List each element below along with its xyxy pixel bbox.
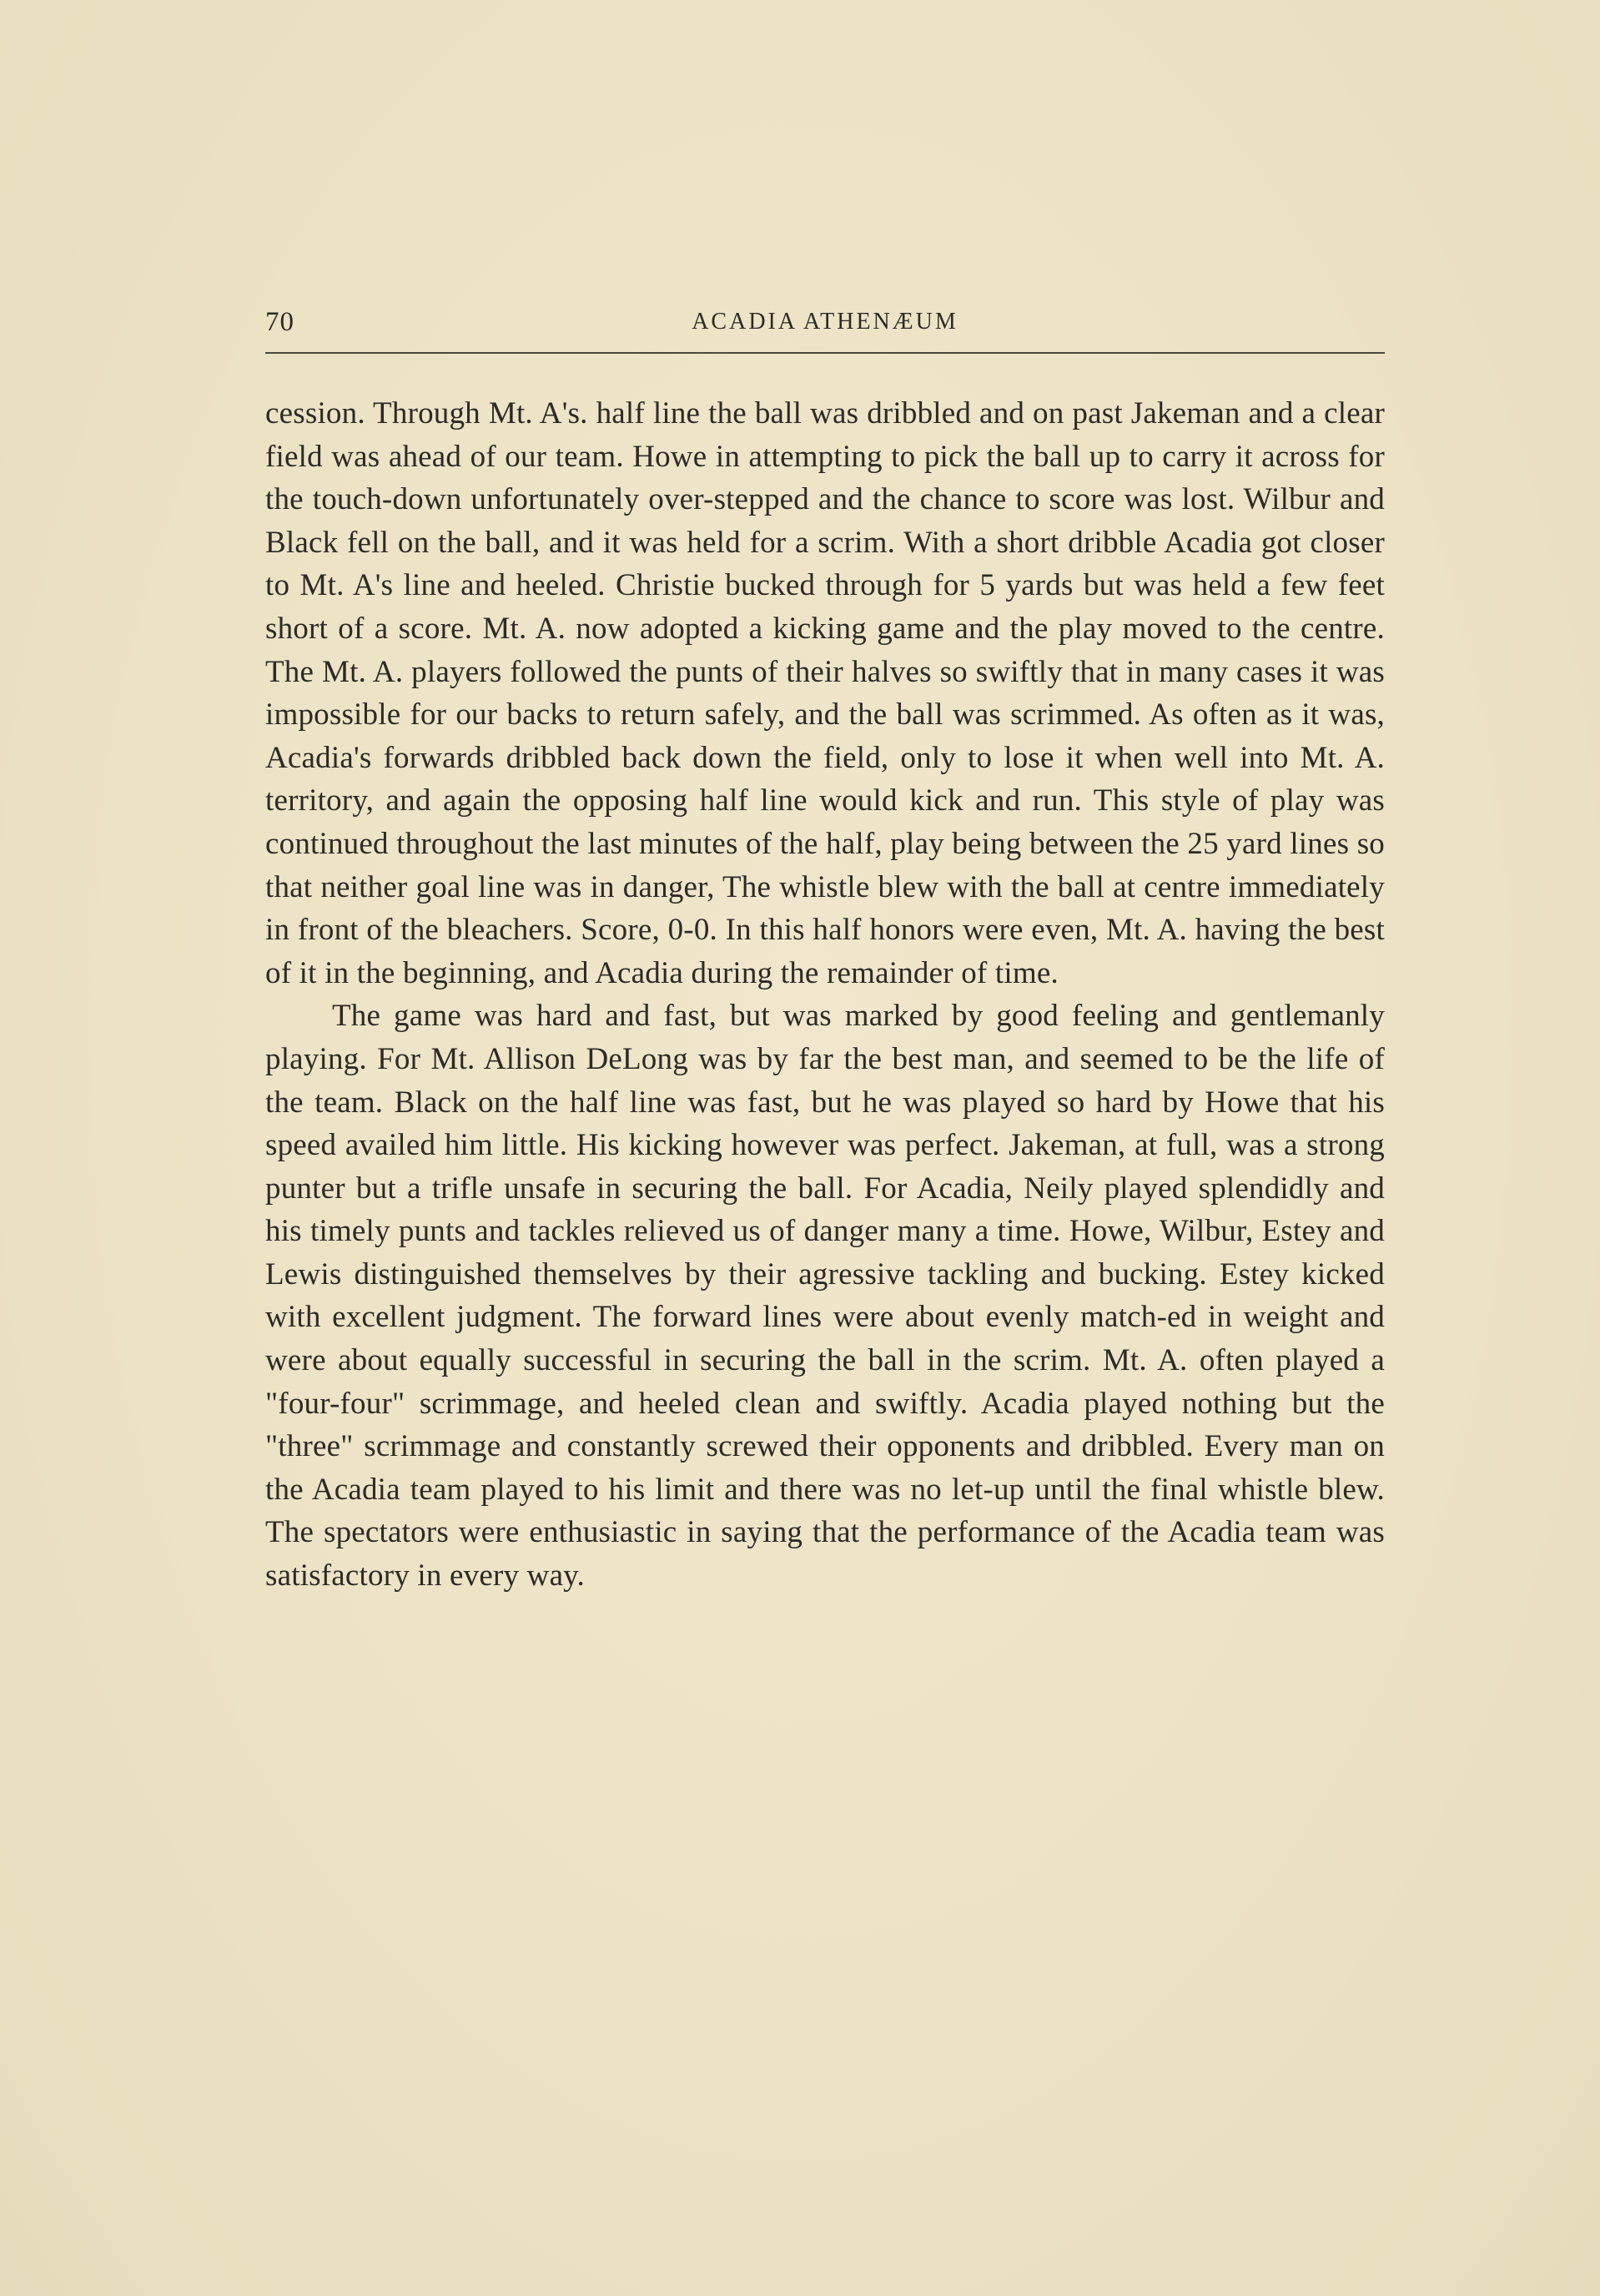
paragraph-game-summary: The game was hard and fast, but was marked by good feeling and gentlemanly playing. For Mt. Allison DeLong was by far the best man, and seemed to be the life of the team. Black on the half line was fast, but he was played so hard by Howe that his speed availed him little. His kicking however was perfect. Jakeman, at full, was a strong punter but a trifle unsafe in securing the ball. For Acadia, Neily played splendidly and his timely punts and tackles relieved us of danger many a time. Howe, Wilbur, Estey and Lewis distinguished themselves by their agressive tackling and bucking. Estey kicked with excellent judgment. The forward lines were about evenly match-ed in weight and were about equally successful in securing the ball in the scrim. Mt. A. often played a "four-four" scrimmage, and heeled clean and swiftly. Acadia played nothing but the "three" scrimmage and constantly screwed their opponents and dribbled. Every man on the Acadia team played to his limit and there was no let-up until the final whistle blew. The spectators were enthusiastic in saying that the performance of the Acadia team was satisfactory in every way. — [265, 999, 1385, 1594]
article-body — [265, 392, 1385, 1598]
journal-title: ACADIA ATHENÆUM — [692, 309, 958, 335]
header-rule — [265, 352, 1385, 354]
paragraph-continuation: cession. Through Mt. A's. half line the ball was dribbled and on past Jakeman and a clear field was ahead of our team. Howe in attempting to pick the ball up to carry it across for the touch-down unfortunately over-stepped and the chance to score was lost. Wilbur and Black fell on the ball, and it was held for a scrim. With a short dribble Acadia got closer to Mt. A's line and heeled. Christie bucked through for 5 yards but was held a few feet short of a score. Mt. A. now adopted a kicking game and the play moved to the centre. The Mt. A. players followed the punts of their halves so swiftly that in many cases it was impossible for our backs to return safely, and the ball was scrimmed. As often as it was, Acadia's forwards dribbled back down the field, only to lose it when well into Mt. A. territory, and again the opposing half line would kick and run. This style of play was continued throughout the last minutes of the half, play being between the 25 yard lines so that neither goal line was in danger, The whistle blew with the ball at centre immediately in front of the bleachers. Score, 0-0. In this half honors were even, Mt. A. having the best of it in the beginning, and Acadia during the remainder of time. — [265, 396, 1385, 990]
page-number: 70 — [265, 307, 294, 337]
running-head — [265, 307, 1385, 354]
